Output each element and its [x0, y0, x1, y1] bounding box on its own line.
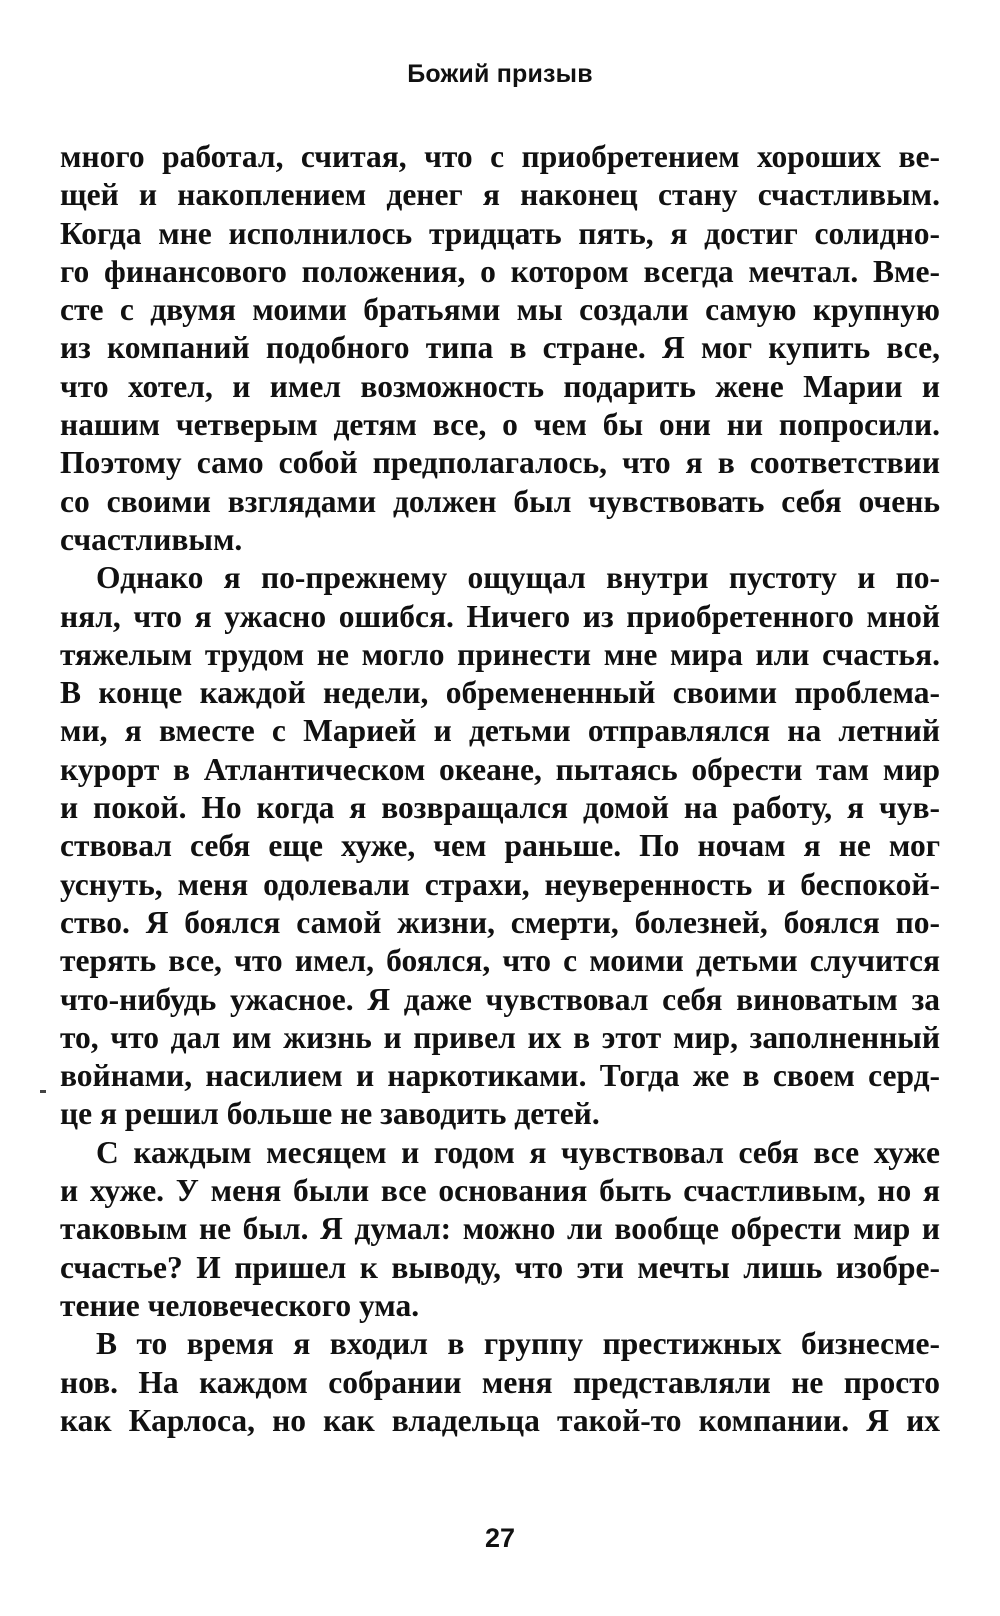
text-line: сте с двумя моими братьями мы создали самую крупную: [60, 292, 940, 328]
text-line: как Карлоса, но как владельца такой-то компании. Я их: [60, 1402, 940, 1438]
text-line: тяжелым трудом не могло принести мне мира или счастья.: [60, 636, 940, 672]
text-line: го финансового положения, о котором всегда мечтал. Вме-: [60, 253, 940, 289]
text-line: то, что дал им жизнь и привел их в этот мир, заполненный: [60, 1019, 940, 1055]
text-line: ство. Я боялся самой жизни, смерти, болезней, боялся по-: [60, 904, 940, 940]
text-line: курорт в Атлантическом океане, пытаясь обрести там мир: [60, 751, 940, 787]
text-line: много работал, считая, что с приобретением хороших ве-: [60, 139, 940, 174]
running-head-title: Божий призыв: [407, 60, 593, 88]
text-line: таковым не был. Я думал: можно ли вообще обрести мир и: [60, 1211, 940, 1247]
text-line: В конце каждой недели, обремененный своими проблема-: [60, 675, 940, 711]
text-line: терять все, что имел, боялся, что с моими детьми случится: [60, 943, 940, 979]
text-line: Когда мне исполнилось тридцать пять, я достиг солидно-: [60, 215, 940, 251]
margin-mark: [40, 1090, 46, 1093]
text-line: счастливым.: [60, 521, 243, 557]
text-line: щей и накоплением денег я наконец стану счастливым.: [60, 177, 940, 213]
text-line: счастье? И пришел к выводу, что эти мечты лишь изобре-: [60, 1249, 940, 1285]
text-line: уснуть, меня одолевали страхи, неуверенность и беспокой-: [60, 866, 940, 902]
text-line: что-нибудь ужасное. Я даже чувствовал себя виноватым за: [60, 981, 940, 1017]
text-line: тение человеческого ума.: [60, 1287, 420, 1323]
text-line: войнами, насилием и наркотиками. Тогда же в своем серд-: [60, 1058, 940, 1094]
text-line: С каждым месяцем и годом я чувствовал себя все хуже: [96, 1134, 940, 1170]
text-line: Однако я по-прежнему ощущал внутри пустоту и по-: [96, 560, 940, 596]
text-line: из компаний подобного типа в стране. Я мог купить все,: [60, 330, 940, 366]
text-line: и покой. Но когда я возвращался домой на работу, я чув-: [60, 790, 940, 826]
text-line: и хуже. У меня были все основания быть счастливым, но я: [60, 1173, 940, 1209]
text-line: со своими взглядами должен был чувствовать себя очень: [60, 483, 940, 519]
text-line: что хотел, и имел возможность подарить жене Марии и: [60, 368, 940, 404]
text-line: це я решил больше не заводить детей.: [60, 1096, 600, 1132]
text-line: В то время я входил в группу престижных бизнесме-: [96, 1326, 940, 1362]
text-line: ствовал себя еще хуже, чем раньше. По ночам я не мог: [60, 828, 940, 864]
text-line: нов. На каждом собрании меня представляли не просто: [60, 1364, 940, 1400]
text-line: Поэтому само собой предполагалось, что я в соответствии: [60, 445, 940, 481]
text-line: нашим четверым детям все, о чем бы они ни попросили.: [60, 407, 940, 443]
body-text: [60, 138, 940, 1440]
page-number: 27: [484, 1523, 516, 1553]
text-line: нял, что я ужасно ошибся. Ничего из приобретенного мной: [60, 598, 940, 634]
text-line: ми, я вместе с Марией и детьми отправлялся на летний: [60, 713, 940, 749]
